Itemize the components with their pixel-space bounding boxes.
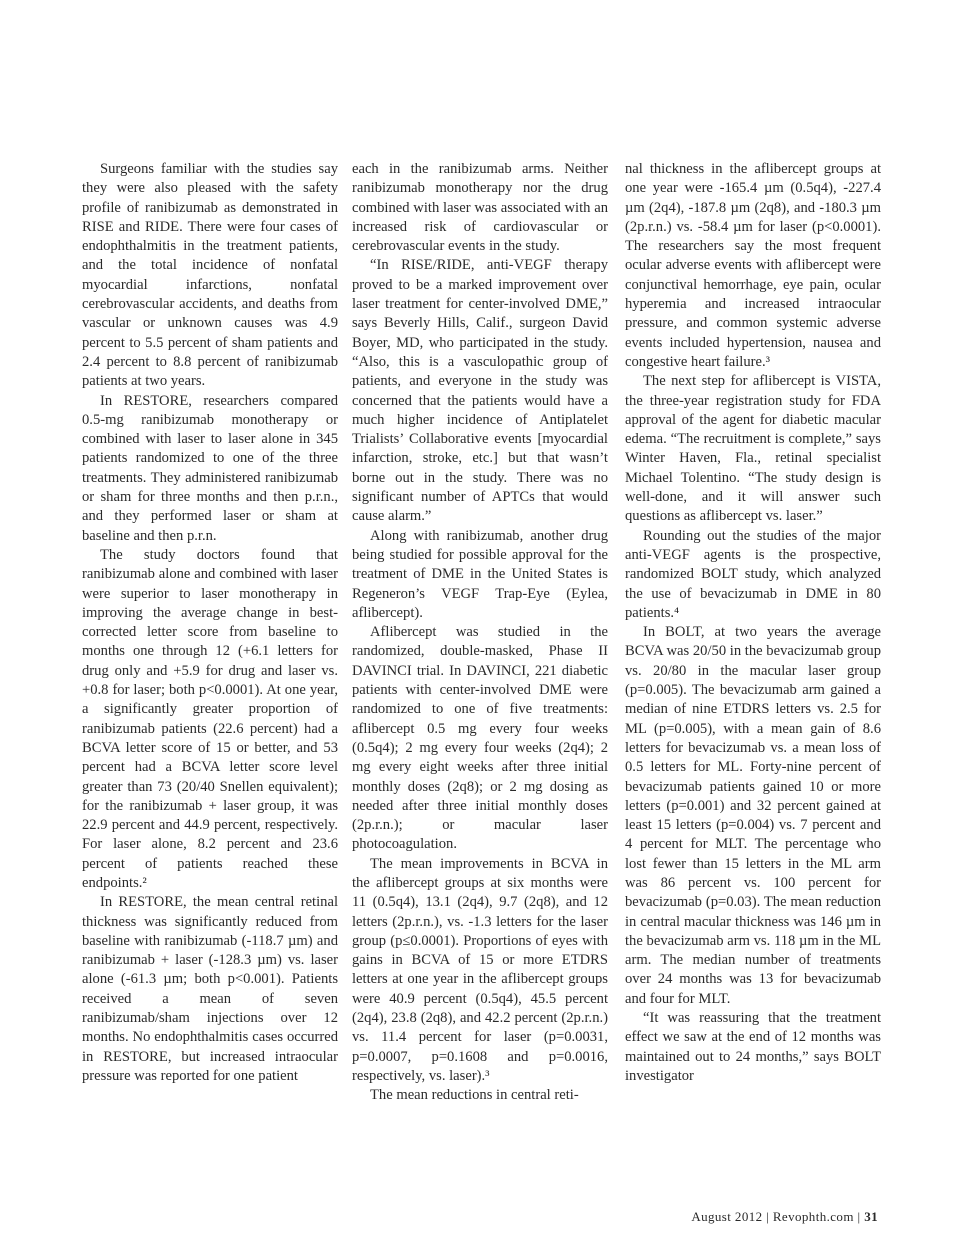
article-column-3 (625, 160, 881, 1086)
paragraph: The study doctors found that ranibizumab alone and combined with laser were superior to laser monotherapy in improving the average change in best-corrected letter score from baseline to months one through 12 (+6.1 letters for drug only and +5.9 for drug and laser vs. +0.8 for laser; both p<0.0001). At one year, a significantly greater proportion of ranibizumab patients (22.6 percent) had a BCVA letter score of 15 or better, and 53 percent had a BCVA letter score level greater than 73 (20/40 Snellen equivalent); for the ranibizumab + laser group, it was 22.9 percent and 44.9 percent, respectively. For laser alone, 8.2 percent and 23.6 percent of patients reached these endpoints.² (82, 546, 338, 891)
footer-separator: | (857, 1209, 861, 1224)
paragraph: nal thickness in the aflibercept groups at one year were -165.4 µm (0.5q4), -227.4 µm (2q4), -187.8 µm (2q8), and -180.3 µm (2p.r.n.) vs. -58.4 µm for laser (p<0.0001). The researchers say the most frequent ocular adverse events with aflibercept were conjunctival hemorrhage, eye pain, ocular hyperemia and increased intraocular pressure, and common systemic adverse events included hypertension, nausea and congestive heart failure.³ (625, 161, 881, 370)
paragraph: The next step for aflibercept is VISTA, the three-year registration study for FDA approval of the agent for diabetic macular edema. “The recruitment is complete,” says Winter Haven, Fla., retinal specialist Michael Tolentino. “The study design is well-done, and it will answer such questions as aflibercept vs. laser.” (625, 373, 881, 525)
paragraph: In RESTORE, the mean central retinal thickness was significantly reduced from baseline with ranibizumab (-118.7 µm) and ranibizumab + laser (-128.3 µm) vs. laser alone (-61.3 µm; both p<0.001). Patients received a mean of seven ranibizumab/sham injections over 12 months. No endophthalmitis cases occurred in RESTORE, but increased intraocular pressure was reported for one patient (82, 894, 338, 1084)
paragraph: The mean reductions in central reti- (370, 1087, 579, 1104)
paragraph: In RESTORE, researchers compared 0.5-mg ranibizumab monotherapy or combined with laser to laser alone in 345 patients randomized to one of the three treatments. They administered ranibizumab or sham for three months and then p.r.n., and they performed laser or sham at baseline and then p.r.n. (82, 392, 338, 544)
paragraph: Along with ranibizumab, another drug being studied for possible approval for the treatment of DME in the United States is Regeneron’s VEGF Trap-Eye (Eylea, aflibercept). (352, 527, 608, 621)
paragraph: In BOLT, at two years the average BCVA was 20/50 in the bevacizumab group vs. 20/80 in the macular laser group (p=0.005). The bevacizumab arm gained a median of nine ETDRS letters vs. 2.5 for ML (p=0.005), with a mean gain of 8.6 letters for bevacizumab vs. a mean loss of 0.5 letters for ML. Forty-nine percent of bevacizumab patients gained 10 or more letters (p=0.001) and 32 percent gained at least 15 letters (p=0.004) vs. 7 percent and 4 percent for MLT. The percentage who lost fewer than 15 letters in the ML arm was 86 percent vs. 100 percent for bevacizumab (p=0.03). The mean reduction in central macular thickness was 146 µm in the bevacizumab arm vs. 118 µm in the ML arm. The median number of treatments over 24 months was 13 for bevacizumab and four for MLT. (625, 624, 881, 1007)
issue-date: August 2012 (691, 1209, 763, 1224)
paragraph: Rounding out the studies of the major anti-VEGF agents is the prospective, randomized BOLT study, which analyzed the use of bevacizumab in DME in 80 patients.⁴ (625, 527, 881, 621)
page-footer (691, 1209, 878, 1225)
paragraph: Aflibercept was studied in the randomized, double-masked, Phase II DAVINCI trial. In DAVINCI, 221 diabetic patients with center-involved DME were randomized to one of five treatments: aflibercept 0.5 mg every four weeks (0.5q4); 2 mg every four weeks (2q4); 2 mg every eight weeks after three initial monthly doses (2q8); or 2 mg dosing as needed after three initial monthly doses (2p.r.n.); or macular laser photocoagulation. (352, 624, 608, 853)
paragraph: each in the ranibizumab arms. Neither ranibizumab monotherapy nor the drug combined with laser was associated with an increased risk of cardiovascular or cerebrovascular events in the study. (352, 161, 608, 255)
article-column-2 (352, 160, 608, 1106)
footer-separator: | (766, 1209, 770, 1224)
paragraph: “It was reassuring that the treatment effect we saw at the end of 12 months was maintained out to 24 months,” says BOLT investigator (625, 1010, 881, 1084)
paragraph: The mean improvements in BCVA in the aflibercept groups at six months were 11 (0.5q4), 13.1 (2q4), 9.7 (2q8), and 12 letters (2p.r.n.), vs. -1.3 letters for the laser group (p≤0.0001). Proportions of eyes with gains in BCVA of 15 or more ETDRS letters at one year in the aflibercept groups were 40.9 percent (0.5q4), 45.5 percent (2q4), 23.8 (2q8), and 42.2 percent (2p.r.n.) vs. 11.4 percent for laser (p=0.0031, p=0.0007, p=0.1608 and p=0.0016, respectively, vs. laser).³ (352, 855, 608, 1084)
article-column-1 (82, 160, 338, 1086)
website-link[interactable]: Revophth.com (772, 1209, 854, 1224)
page-number: 31 (864, 1209, 878, 1224)
paragraph: Surgeons familiar with the studies say they were also pleased with the safety profile of ranibizumab as demonstrated in RISE and RIDE. There were four cases of endophthalmitis in the treatment patients, and the total incidence of nonfatal myocardial infarctions, nonfatal cerebrovascular accidents, and deaths from vascular or unknown causes was 4.9 percent to 5.5 percent of sham patients and 2.4 percent to 8.8 percent of ranibizumab patients at two years. (82, 161, 338, 390)
paragraph: “In RISE/RIDE, anti-VEGF therapy proved to be a marked improvement over laser treatment for center-involved DME,” says Beverly Hills, Calif., surgeon David Boyer, MD, who participated in the study. “Also, this is a vasculopathic group of patients, and everyone in the study was concerned that the patients would have a much higher incidence of Antiplatelet Trialists’ Collaborative events [myocardial infarction, stroke, etc.] but that wasn’t borne out in the study. There was no significant number of APTCs that would cause alarm.” (352, 257, 608, 525)
